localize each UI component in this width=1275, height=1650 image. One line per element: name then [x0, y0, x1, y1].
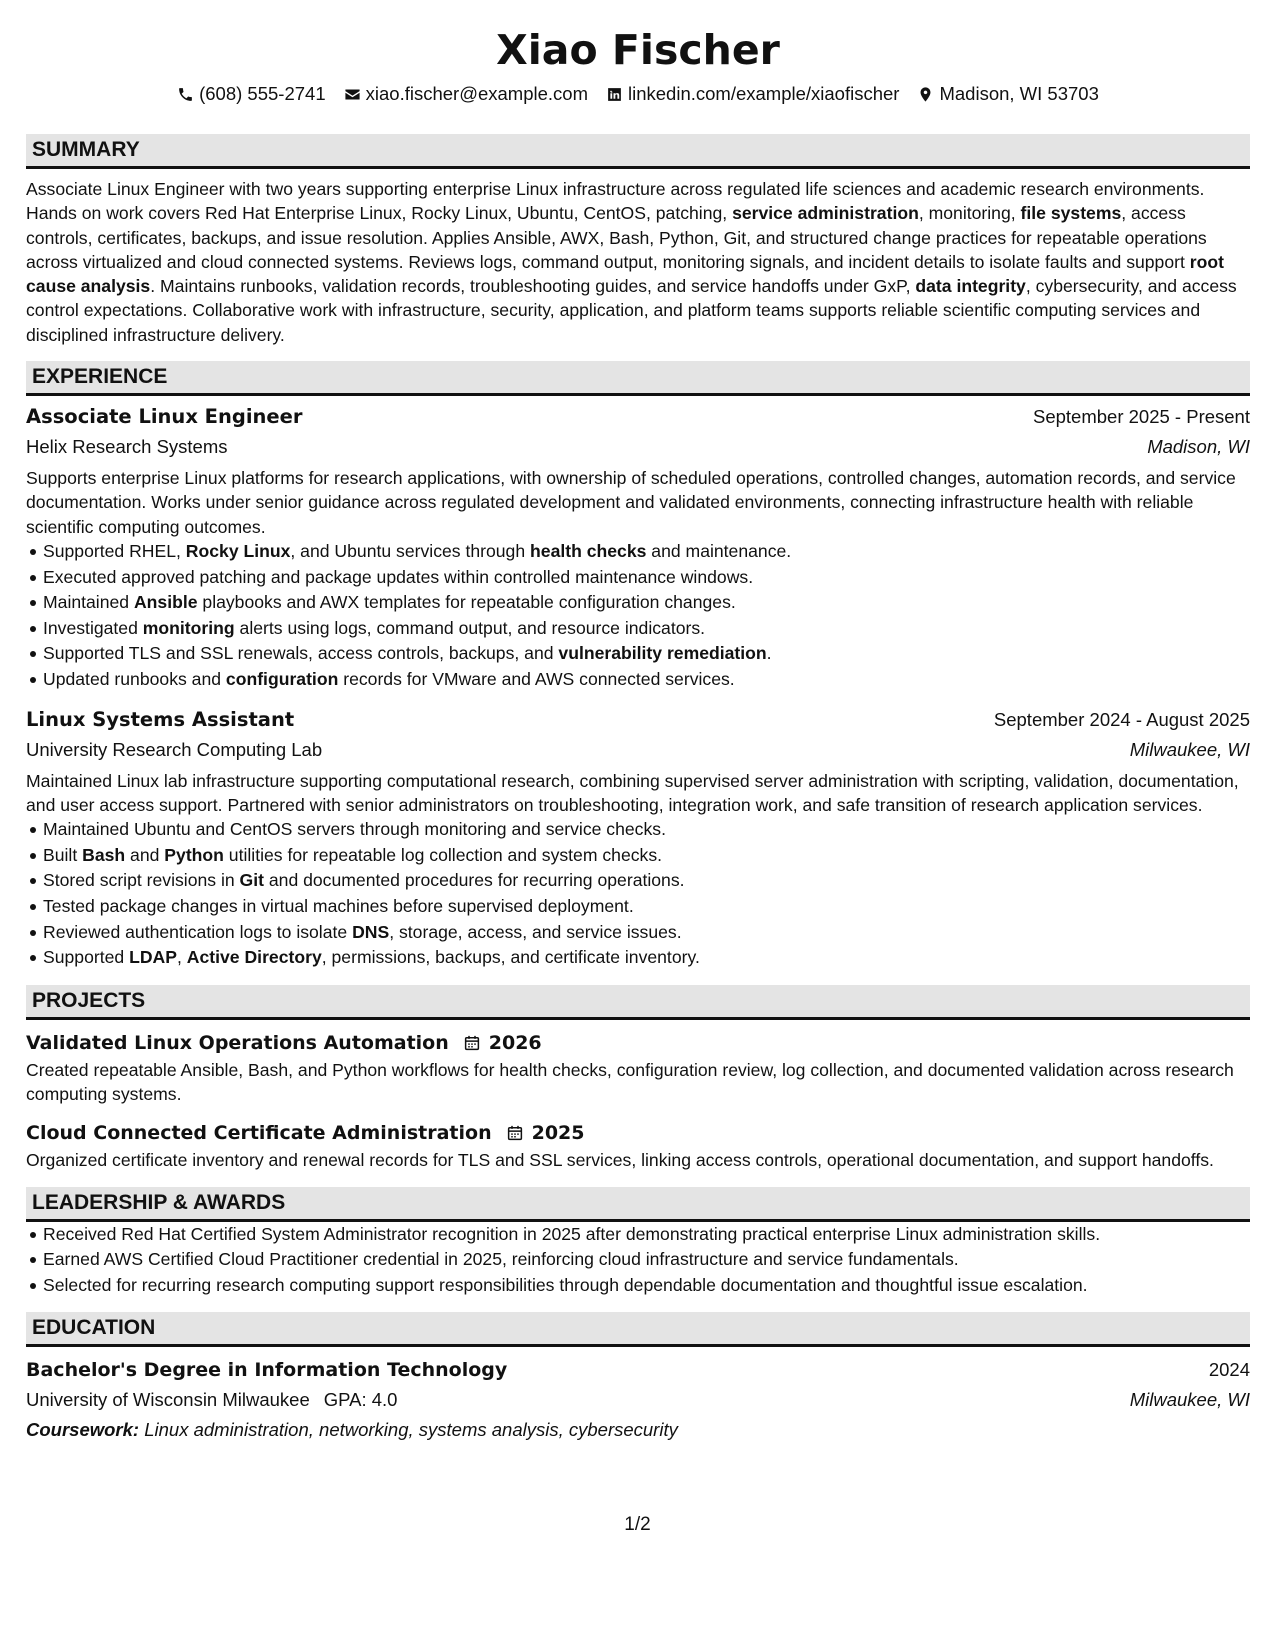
- calendar-icon: [463, 1034, 481, 1052]
- section-header-projects: PROJECTS: [26, 985, 1250, 1020]
- bullet-text: Executed approved patching and package updates within controlled maintenance windows.: [43, 566, 754, 587]
- calendar-icon: [506, 1124, 524, 1142]
- bullet-text: Tested package changes in virtual machines before supervised deployment.: [43, 895, 634, 916]
- summary-text: [26, 177, 1250, 347]
- bullet-item: [26, 920, 1250, 946]
- bullet-keyword: Active Directory: [186, 947, 322, 968]
- summary-segment: , cybersecurity, and access control expectations. Collaborative work with infrastructure, security, application, and platform teams supports reliable scientific computing services and disciplined infrastructure delivery.: [26, 276, 1237, 345]
- resume-page: [26, 0, 1250, 1445]
- bullet-keyword: Ansible: [133, 592, 198, 613]
- bullet-text: Supported: [43, 947, 130, 968]
- page-number: 1/2: [624, 1514, 651, 1535]
- linkedin-link[interactable]: linkedin.com/example/xiaofischer: [628, 83, 900, 104]
- bullet-text: Investigated: [43, 617, 143, 638]
- bullet-text: and maintenance.: [646, 540, 792, 561]
- school-line: [26, 1385, 397, 1415]
- section-header-summary: SUMMARY: [26, 134, 1250, 169]
- bullet-text: utilities for repeatable log collection and system checks.: [223, 844, 663, 865]
- coursework: [26, 1415, 1250, 1445]
- job-company: University Research Computing Lab: [26, 738, 323, 760]
- job-bullets: [26, 817, 1250, 971]
- job-entry: [26, 402, 1250, 692]
- bullet-text: Maintained Ubuntu and CentOS servers through monitoring and service checks.: [43, 819, 666, 840]
- envelope-icon: [344, 86, 361, 103]
- coursework-text: Linux administration, networking, systems analysis, cybersecurity: [144, 1419, 678, 1441]
- bullet-text: alerts using logs, command output, and resource indicators.: [234, 617, 706, 638]
- bullet-keyword: health checks: [530, 540, 647, 561]
- bullet-item: [26, 945, 1250, 971]
- job-dates: September 2024 - August 2025: [993, 708, 1250, 730]
- phone-icon: [177, 86, 194, 103]
- job-location: Milwaukee, WI: [1129, 738, 1250, 760]
- bullet-item: [26, 539, 1250, 565]
- job-title: Linux Systems Assistant: [26, 707, 295, 731]
- summary-segment: . Maintains runbooks, validation records, troubleshooting guides, and service handoffs under GxP,: [150, 276, 916, 297]
- job-title: Associate Linux Engineer: [26, 405, 303, 429]
- bullet-text: ,: [177, 947, 187, 968]
- bullet-item: [26, 565, 1250, 591]
- location-text: Madison, WI 53703: [939, 83, 1099, 104]
- project-title: Cloud Connected Certificate Administration: [26, 1122, 492, 1145]
- bullet-keyword: vulnerability remediation: [558, 643, 767, 664]
- award-item: Selected for recurring research computing support responsibilities through dependable documentation and thoughtful issue escalation.: [26, 1273, 1250, 1299]
- summary-segment: , access controls, certificates, backups, and issue resolution. Applies Ansible, AWX, Bash, Python, Git, and structured change practices for repeatable operations across virtualized and cloud connected systems. Reviews logs, command output, monitoring signals, and incident details to isolate faults and support: [26, 203, 1207, 272]
- bullet-text: playbooks and AWX templates for repeatable configuration changes.: [197, 592, 736, 613]
- contact-linkedin[interactable]: [606, 83, 899, 105]
- bullet-keyword: Rocky Linux: [185, 540, 291, 561]
- bullet-keyword: configuration: [225, 668, 339, 689]
- phone-text: (608) 555-2741: [199, 83, 326, 104]
- bullet-text: and documented procedures for recurring operations.: [263, 870, 685, 891]
- contact-phone: [177, 83, 326, 105]
- bullet-text: , storage, access, and service issues.: [389, 921, 682, 942]
- contact-location: [917, 83, 1098, 105]
- summary-keyword: data integrity: [915, 276, 1026, 297]
- bullet-item: [26, 817, 1250, 843]
- project-title: Validated Linux Operations Automation: [26, 1031, 449, 1054]
- education-entry: [26, 1355, 1250, 1445]
- degree-title: Bachelor's Degree in Information Technology: [26, 1359, 508, 1382]
- section-header-experience: EXPERIENCE: [26, 361, 1250, 396]
- bullet-text: records for VMware and AWS connected services.: [338, 668, 735, 689]
- linkedin-icon: [606, 86, 623, 103]
- bullet-keyword: DNS: [352, 921, 390, 942]
- job-description: Supports enterprise Linux platforms for research applications, with ownership of scheduled operations, controlled changes, automation records, and service documentation. Works under senior guidance across regulated development and validated environments, connecting infrastructure health with reliable scientific computing outcomes.: [26, 468, 1236, 537]
- project-entry: [26, 1118, 1250, 1172]
- bullet-text: Reviewed authentication logs to isolate: [43, 921, 353, 942]
- bullet-text: Updated runbooks and: [43, 668, 226, 689]
- bullet-text: Maintained: [43, 592, 134, 613]
- candidate-name: Xiao Fischer: [496, 26, 780, 74]
- bullet-item: [26, 667, 1250, 693]
- summary-keyword: file systems: [1020, 203, 1122, 224]
- awards-list: [26, 1222, 1250, 1299]
- bullet-text: .: [766, 643, 772, 664]
- job-entry: [26, 705, 1250, 971]
- bullet-item: [26, 894, 1250, 920]
- contact-bar: [26, 80, 1250, 108]
- summary-keyword: root cause analysis: [26, 251, 1224, 297]
- school-name: University of Wisconsin Milwaukee: [26, 1389, 310, 1411]
- graduation-year: 2024: [1208, 1359, 1250, 1381]
- bullet-keyword: LDAP: [129, 947, 177, 968]
- bullet-keyword: monitoring: [142, 617, 235, 638]
- project-year: 2026: [488, 1031, 542, 1054]
- bullet-item: [26, 590, 1250, 616]
- summary-keyword: service administration: [732, 203, 919, 224]
- job-location: Madison, WI: [1147, 436, 1250, 458]
- section-header-awards: LEADERSHIP & AWARDS: [26, 1187, 1250, 1222]
- bullet-text: , and Ubuntu services through: [290, 540, 531, 561]
- bullet-text: , permissions, backups, and certificate inventory.: [321, 947, 700, 968]
- project-description: Created repeatable Ansible, Bash, and Python workflows for health checks, configuration review, log collection, and documented validation across research computing systems.: [26, 1059, 1234, 1104]
- bullet-item: [26, 641, 1250, 667]
- project-description: Organized certificate inventory and renewal records for TLS and SSL services, linking access controls, operational documentation, and support handoffs.: [26, 1150, 1214, 1171]
- bullet-item: [26, 616, 1250, 642]
- job-description: Maintained Linux lab infrastructure supporting computational research, combining supervised server administration with scripting, validation, documentation, and user access support. Partnered with senior administrators on troubleshooting, integration work, and safe transition of research application services.: [26, 770, 1239, 815]
- gpa: GPA: 4.0: [323, 1389, 398, 1411]
- job-company: Helix Research Systems: [26, 436, 228, 458]
- job-bullets: [26, 539, 1250, 693]
- bullet-text: Supported TLS and SSL renewals, access controls, backups, and: [43, 643, 559, 664]
- summary-segment: , monitoring,: [918, 203, 1021, 224]
- school-location: Milwaukee, WI: [1129, 1389, 1250, 1411]
- section-header-education: EDUCATION: [26, 1312, 1250, 1347]
- bullet-text: and: [125, 844, 165, 865]
- bullet-keyword: Python: [164, 844, 224, 865]
- project-year: 2025: [531, 1122, 585, 1145]
- bullet-item: [26, 843, 1250, 869]
- contact-email[interactable]: [344, 83, 588, 105]
- bullet-text: Stored script revisions in: [43, 870, 240, 891]
- bullet-keyword: Bash: [82, 844, 126, 865]
- email-link[interactable]: xiao.fischer@example.com: [365, 83, 588, 104]
- award-item: Received Red Hat Certified System Administrator recognition in 2025 after demonstrating practical enterprise Linux administration skills.: [26, 1222, 1250, 1248]
- job-dates: September 2025 - Present: [1033, 406, 1250, 428]
- award-item: Earned AWS Certified Cloud Practitioner credential in 2025, reinforcing cloud infrastructure and service fundamentals.: [26, 1247, 1250, 1273]
- bullet-text: Supported RHEL,: [43, 540, 186, 561]
- bullet-text: Built: [43, 844, 83, 865]
- summary-segment: Associate Linux Engineer with two years supporting enterprise Linux infrastructure across regulated life sciences and academic research environments. Hands on work covers Red Hat Enterprise Linux, Rocky Linux, Ubuntu, CentOS, patching,: [26, 179, 1205, 224]
- map-pin-icon: [917, 86, 934, 103]
- bullet-keyword: Git: [239, 870, 264, 891]
- bullet-item: [26, 868, 1250, 894]
- coursework-label: Coursework:: [26, 1419, 140, 1441]
- project-entry: [26, 1028, 1250, 1107]
